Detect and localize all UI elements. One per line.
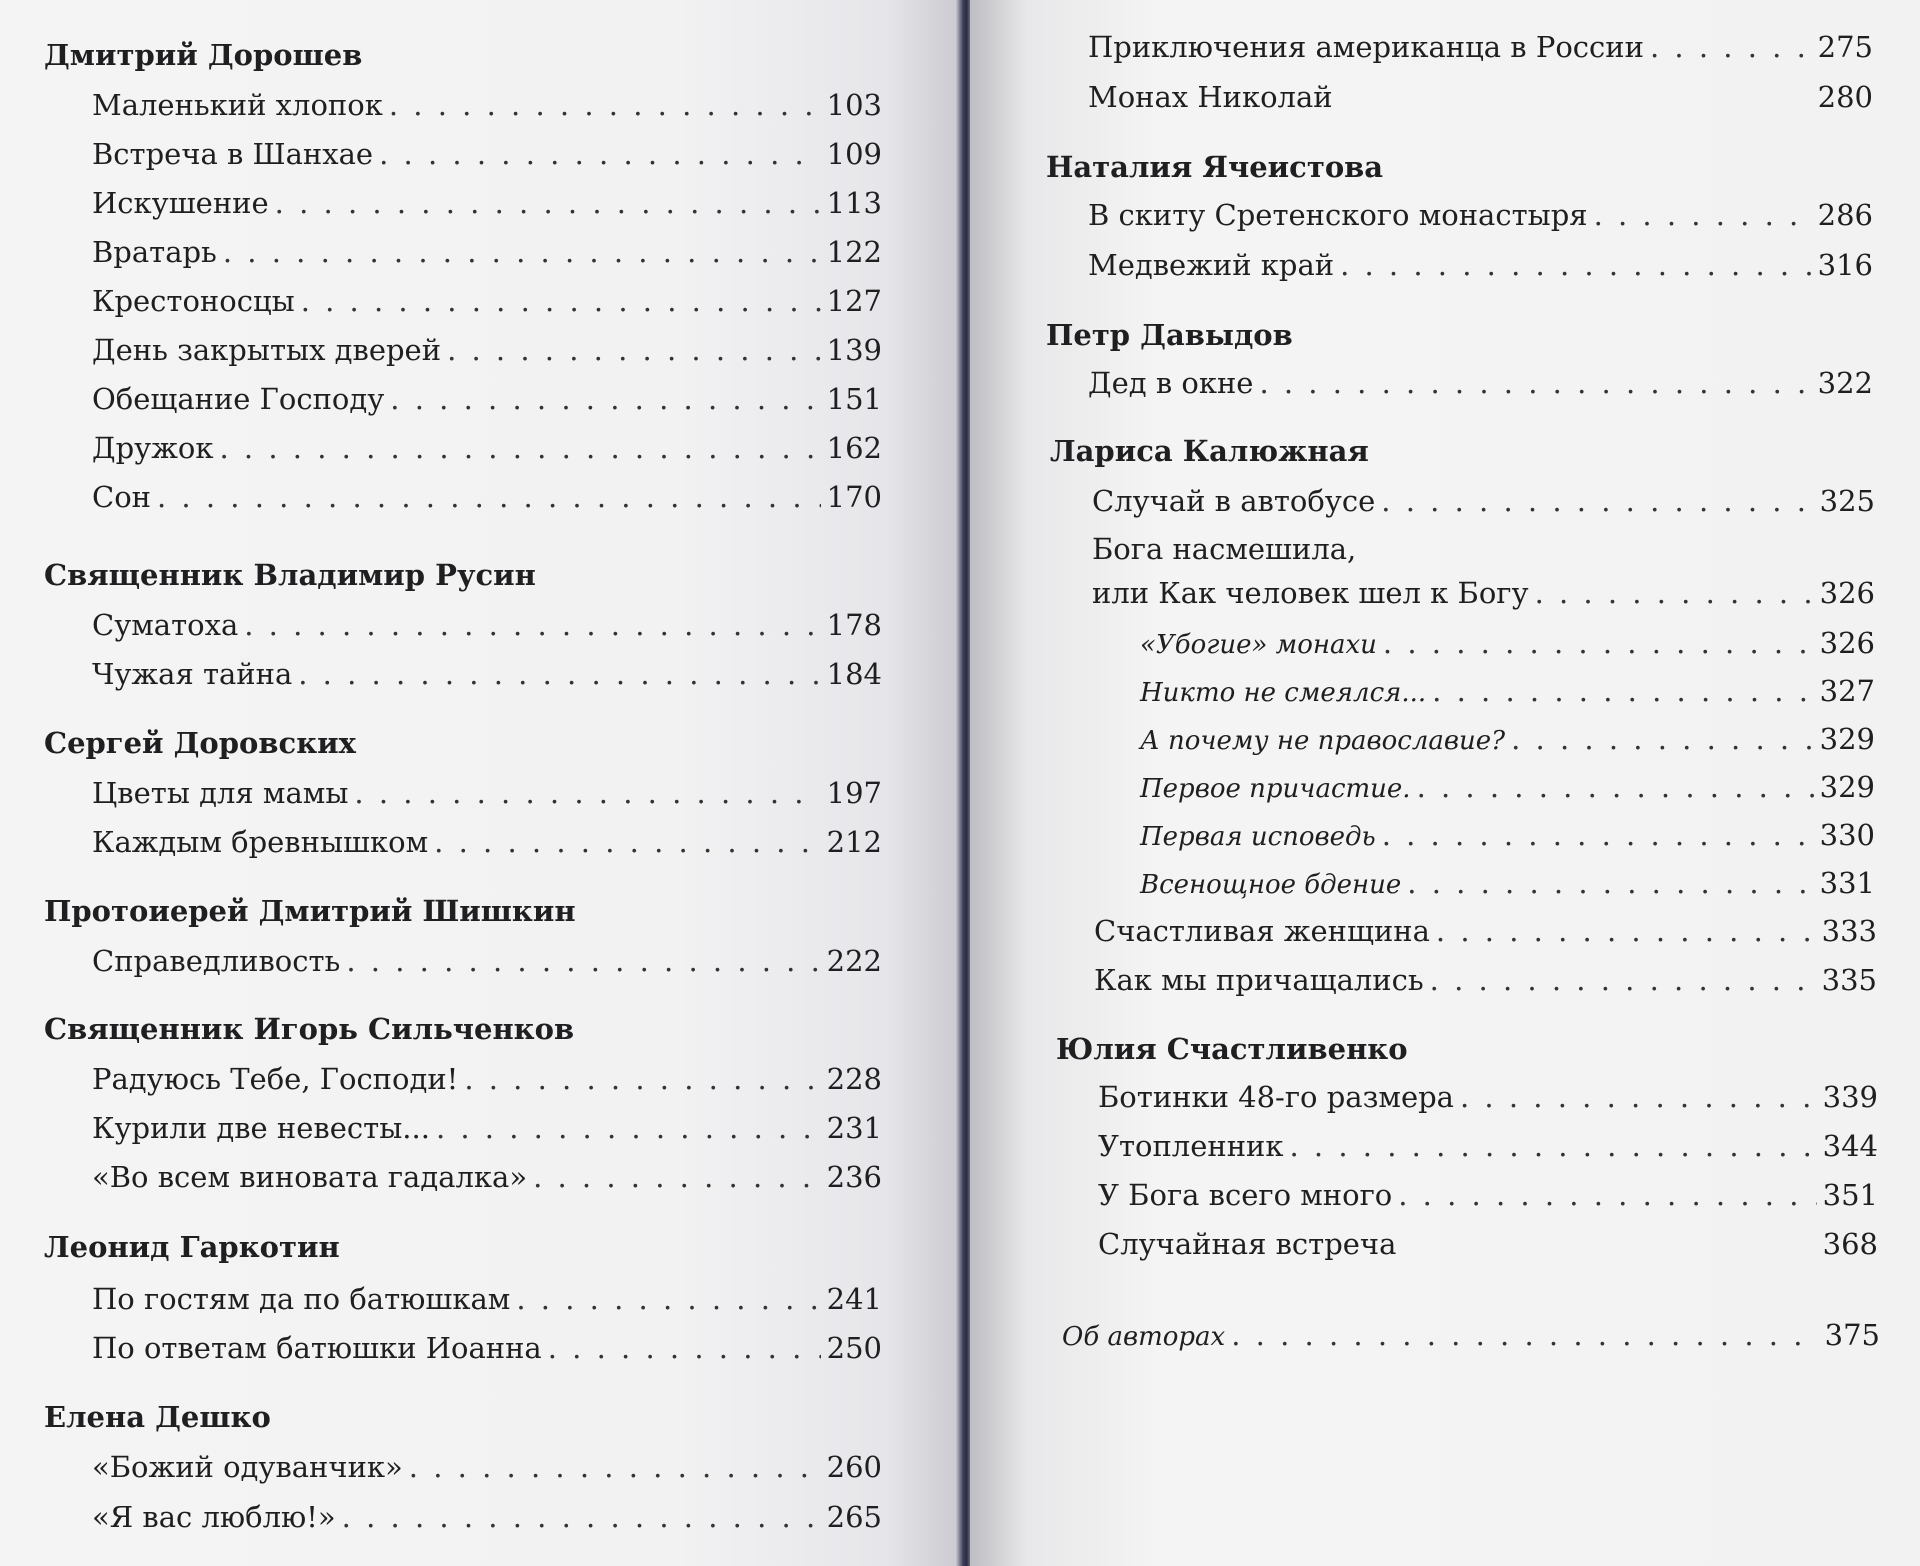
toc-entry[interactable] (1094, 914, 1877, 948)
toc-entry[interactable] (1088, 366, 1873, 400)
page-number: 368 (1822, 1227, 1878, 1261)
entry-title: Дед в окне (1088, 366, 1254, 400)
dot-leader (1289, 1129, 1816, 1163)
dot-leader (1231, 1318, 1818, 1352)
dot-leader (1417, 770, 1814, 804)
entry-title: Как мы причащались (1094, 963, 1424, 997)
dot-leader (1381, 484, 1813, 518)
page-number: 335 (1821, 963, 1877, 997)
entry-title: Чужая тайна (92, 657, 293, 691)
entry-title: А почему не православие? (1140, 726, 1506, 756)
entry-title: День закрытых дверей (92, 333, 442, 367)
entry-title: В скиту Сретенского монастыря (1088, 198, 1588, 232)
author-heading: Сергей Доровских (44, 726, 356, 760)
entry-title: Встреча в Шанхае (92, 137, 374, 171)
toc-entry[interactable] (1088, 248, 1873, 282)
dot-leader (1436, 914, 1816, 948)
page-number: 212 (826, 825, 882, 859)
toc-entry[interactable] (1088, 198, 1873, 232)
dot-leader (342, 1500, 821, 1534)
toc-subentry[interactable] (1140, 626, 1875, 660)
page-number: 241 (826, 1282, 882, 1316)
page-number: 260 (826, 1450, 882, 1484)
toc-entry[interactable] (1092, 576, 1875, 610)
dot-leader (1382, 818, 1814, 852)
toc-entry[interactable] (92, 480, 882, 514)
dot-leader (548, 1331, 821, 1365)
dot-leader (1383, 626, 1814, 660)
page-number: 326 (1819, 576, 1875, 610)
dot-leader (389, 88, 821, 122)
dot-leader (1407, 866, 1813, 900)
page-number: 197 (826, 776, 882, 810)
toc-entry[interactable] (92, 186, 882, 220)
page-number: 286 (1817, 198, 1873, 232)
page-number: 103 (826, 88, 882, 122)
toc-entry[interactable] (92, 608, 882, 642)
author-heading: Елена Дешко (44, 1400, 271, 1434)
entry-title: Счастливая женщина (1094, 914, 1430, 948)
page-number: 250 (826, 1331, 882, 1365)
toc-subentry[interactable] (1140, 866, 1875, 900)
entry-title-first-line: Бога насмешила, (1092, 532, 1357, 566)
entry-title: Всенощное бдение (1140, 870, 1402, 900)
page-number: 330 (1819, 818, 1875, 852)
entry-title: Об авторах (1062, 1322, 1226, 1352)
toc-entry[interactable] (92, 284, 882, 318)
author-heading: Дмитрий Дорошев (44, 38, 363, 72)
entry-title: Утопленник (1098, 1129, 1284, 1163)
dot-leader (1650, 30, 1812, 64)
page-number: 339 (1822, 1080, 1878, 1114)
entry-title: «Божий одуванчик» (92, 1450, 403, 1484)
page-number: 265 (826, 1500, 882, 1534)
entry-title: По ответам батюшки Иоанна (92, 1331, 542, 1365)
page-number: 127 (826, 284, 882, 318)
toc-entry[interactable] (92, 825, 882, 859)
entry-title: Дружок (92, 431, 214, 465)
entry-title: «Убогие» монахи (1140, 630, 1377, 660)
toc-entry[interactable] (92, 431, 882, 465)
dot-leader (1594, 198, 1812, 232)
page-number: 275 (1817, 30, 1873, 64)
dot-leader (157, 480, 821, 514)
author-heading: Петр Давыдов (1046, 318, 1293, 352)
dot-leader (533, 1160, 821, 1194)
entry-title: Курили две невесты... (92, 1111, 430, 1145)
entry-title: Крестоносцы (92, 284, 295, 318)
entry-title: Приключения американца в России (1088, 30, 1644, 64)
entry-title: Вратарь (92, 235, 217, 269)
dot-leader (301, 284, 821, 318)
toc-entry[interactable] (92, 1331, 882, 1365)
toc-entry[interactable] (92, 1160, 882, 1194)
toc-entry[interactable] (1098, 1129, 1878, 1163)
dot-leader (436, 1111, 821, 1145)
entry-title: Первое причастие. (1140, 774, 1411, 804)
author-heading: Юлия Счастливенко (1056, 1032, 1408, 1066)
page-number: 122 (826, 235, 882, 269)
author-heading: Протоиерей Дмитрий Шишкин (44, 894, 576, 928)
page-number: 329 (1819, 722, 1875, 756)
entry-title: Цветы для мамы (92, 776, 349, 810)
entry-title: «Я вас люблю!» (92, 1500, 336, 1534)
toc-entry[interactable] (92, 333, 882, 367)
dot-leader (1259, 366, 1811, 400)
page-number: 326 (1819, 626, 1875, 660)
page-number: 109 (826, 137, 882, 171)
page-number: 325 (1819, 484, 1875, 518)
dot-leader (464, 1062, 820, 1096)
dot-leader (379, 137, 821, 171)
toc-subentry[interactable] (1140, 818, 1875, 852)
page-number: 322 (1817, 366, 1873, 400)
author-heading: Лариса Калюжная (1050, 434, 1369, 468)
entry-title: «Во всем виновата гадалка» (92, 1160, 528, 1194)
toc-entry[interactable] (92, 657, 882, 691)
toc-entry[interactable] (1094, 963, 1877, 997)
page-number: 139 (826, 333, 882, 367)
entry-title: Справедливость (92, 944, 341, 978)
toc-entry-about-authors[interactable] (1062, 1318, 1880, 1352)
page-number: 222 (826, 944, 882, 978)
entry-title: Никто не смеялся... (1140, 678, 1427, 708)
entry-title: Случай в автобусе (1092, 484, 1376, 518)
author-heading: Леонид Гаркотин (44, 1230, 340, 1264)
page-number: 351 (1822, 1178, 1878, 1212)
dot-leader (354, 776, 820, 810)
page-number: 375 (1824, 1318, 1880, 1352)
author-heading: Наталия Ячеистова (1046, 150, 1384, 184)
entry-title: Суматоха (92, 608, 239, 642)
dot-leader (409, 1450, 821, 1484)
dot-leader (1398, 1178, 1816, 1212)
right-page (970, 0, 1920, 1566)
dot-leader (1430, 963, 1816, 997)
toc-entry[interactable] (92, 1282, 882, 1316)
toc-subentry[interactable] (1140, 770, 1875, 804)
entry-title: Случайная встреча (1098, 1227, 1397, 1261)
dot-leader (346, 944, 820, 978)
entry-title: Монах Николай (1088, 80, 1333, 114)
toc-entry[interactable] (92, 1111, 882, 1145)
dot-leader (1432, 674, 1814, 708)
toc-entry[interactable] (1098, 1227, 1878, 1261)
toc-subentry[interactable] (1140, 722, 1875, 756)
toc-entry[interactable] (92, 1062, 882, 1096)
page-number: 228 (826, 1062, 882, 1096)
page-number: 331 (1819, 866, 1875, 900)
toc-subentry[interactable] (1140, 674, 1875, 708)
entry-title: или Как человек шел к Богу (1092, 576, 1529, 610)
page-number: 162 (826, 431, 882, 465)
page-number: 327 (1819, 674, 1875, 708)
dot-leader (447, 333, 821, 367)
toc-entry[interactable] (1098, 1080, 1878, 1114)
entry-title: Искушение (92, 186, 269, 220)
author-heading: Священник Владимир Русин (44, 558, 536, 592)
page-number: 113 (826, 186, 882, 220)
toc-entry[interactable] (92, 137, 882, 171)
page-number: 151 (826, 382, 882, 416)
page-number: 333 (1821, 914, 1877, 948)
page-number: 170 (826, 480, 882, 514)
entry-title: Каждым бревнышком (92, 825, 429, 859)
entry-title: По гостям да по батюшкам (92, 1282, 511, 1316)
entry-title: Медвежий край (1088, 248, 1335, 282)
dot-leader (298, 657, 820, 691)
toc-entry[interactable] (1088, 80, 1873, 114)
toc-entry[interactable] (92, 1450, 882, 1484)
dot-leader (219, 431, 820, 465)
page-number: 344 (1822, 1129, 1878, 1163)
page-number: 236 (826, 1160, 882, 1194)
toc-entry[interactable] (92, 235, 882, 269)
author-heading: Священник Игорь Сильченков (44, 1012, 575, 1046)
page-number: 329 (1819, 770, 1875, 804)
dot-leader (1340, 248, 1812, 282)
toc-entry[interactable] (92, 88, 882, 122)
dot-leader (1460, 1080, 1817, 1114)
entry-title: Сон (92, 480, 151, 514)
page-number: 231 (826, 1111, 882, 1145)
toc-entry[interactable] (92, 944, 882, 978)
toc-entry[interactable] (1088, 30, 1873, 64)
page-number: 184 (826, 657, 882, 691)
entry-title: У Бога всего много (1098, 1178, 1393, 1212)
page-number: 316 (1817, 248, 1873, 282)
entry-title: Первая исповедь (1140, 822, 1376, 852)
dot-leader (390, 382, 820, 416)
dot-leader (434, 825, 820, 859)
entry-title: Ботинки 48-го размера (1098, 1080, 1454, 1114)
entry-title: Маленький хлопок (92, 88, 383, 122)
page-number: 178 (826, 608, 882, 642)
dot-leader (275, 186, 821, 220)
toc-entry[interactable] (92, 382, 882, 416)
toc-entry[interactable] (1092, 484, 1875, 518)
dot-leader (1511, 722, 1814, 756)
dot-leader (223, 235, 821, 269)
toc-entry[interactable] (92, 776, 882, 810)
page-number: 280 (1817, 80, 1873, 114)
dot-leader (516, 1282, 820, 1316)
toc-entry[interactable] (92, 1500, 882, 1534)
entry-title: Обещание Господу (92, 382, 385, 416)
dot-leader (244, 608, 820, 642)
toc-entry[interactable] (1098, 1178, 1878, 1212)
entry-title: Радуюсь Тебе, Господи! (92, 1062, 459, 1096)
dot-leader (1535, 576, 1814, 610)
